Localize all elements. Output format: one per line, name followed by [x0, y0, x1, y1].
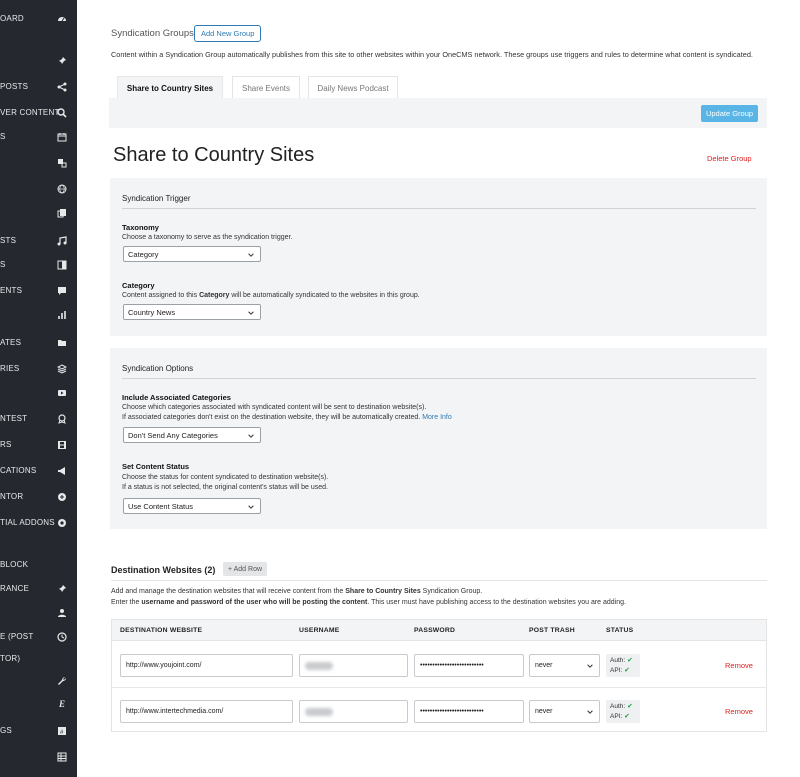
- panel-title: Syndication Options: [122, 364, 194, 373]
- associated-categories-value: Don't Send Any Categories: [128, 430, 218, 440]
- tab-share-to-country-sites[interactable]: [117, 76, 223, 99]
- group-title: Share to Country Sites: [113, 144, 315, 166]
- column-header: PASSWORD: [414, 627, 456, 634]
- pin2-icon: [56, 583, 68, 595]
- chevron-down-icon: [247, 503, 255, 511]
- megaphone-icon: [56, 465, 68, 477]
- category-select[interactable]: [123, 304, 261, 320]
- sidebar-item-label: ENTS: [0, 286, 23, 295]
- taxonomy-select[interactable]: [123, 246, 261, 262]
- destinations-description-2: Enter the username and password of the user who will be posting the content. This user must have publishing access to the destination websites you are adding.: [111, 599, 626, 606]
- taxonomy-label: Taxonomy: [122, 223, 159, 232]
- check-icon: ✔: [624, 666, 630, 674]
- sidebar-item-label: STS: [0, 236, 17, 245]
- tab-label: Share Events: [241, 83, 291, 93]
- svg-text:E: E: [59, 699, 66, 708]
- sidebar-item-label: RS: [0, 440, 12, 449]
- sidebar-item-label: NTOR: [0, 492, 24, 501]
- sidebar-item[interactable]: [0, 604, 77, 624]
- main-content: [77, 0, 800, 777]
- sidebar-item-label: GS: [0, 726, 12, 735]
- column-header: POST TRASH: [529, 627, 575, 634]
- divider: [122, 208, 756, 209]
- sidebar-item[interactable]: [0, 722, 77, 742]
- sidebar-item[interactable]: [0, 672, 77, 692]
- tab-daily-news-podcast[interactable]: [308, 76, 398, 99]
- column-header: USERNAME: [299, 627, 340, 634]
- sidebar-item-label: RANCE: [0, 584, 30, 593]
- chevron-down-icon: [247, 251, 255, 259]
- media-icon: [56, 259, 68, 271]
- content-status-label: Set Content Status: [122, 462, 190, 471]
- sidebar-item[interactable]: [0, 694, 77, 714]
- sidebar-item[interactable]: [0, 514, 77, 534]
- folder-icon: [56, 337, 68, 349]
- chevron-down-icon: [586, 708, 594, 716]
- page-title: Syndication Groups: [111, 28, 194, 39]
- sidebar-item[interactable]: [0, 462, 77, 482]
- globe-icon: [56, 183, 68, 195]
- add-new-group-button[interactable]: Add New Group: [194, 25, 261, 42]
- column-header: DESTINATION WEBSITE: [120, 627, 203, 634]
- sidebar-item[interactable]: [0, 488, 77, 508]
- chart-icon: [56, 309, 68, 321]
- sidebar-item[interactable]: [0, 204, 77, 224]
- status-indicator: Auth: ✔ API: ✔: [606, 654, 640, 677]
- category-help: Content assigned to this Category will be automatically syndicated to the websites in this group.: [122, 292, 420, 299]
- destinations-table: [111, 619, 767, 732]
- sidebar-item-label: TOR): [0, 654, 21, 663]
- sidebar-item[interactable]: [0, 282, 77, 302]
- sidebar-item[interactable]: [0, 334, 77, 354]
- blurred-username: [305, 662, 333, 670]
- sidebar-item[interactable]: [0, 580, 77, 600]
- sidebar-item[interactable]: [0, 650, 77, 670]
- content-status-help: Choose the status for content syndicated to destination website(s).: [122, 474, 329, 481]
- category-value: Country News: [128, 307, 176, 317]
- post-trash-value: never: [535, 708, 553, 715]
- award-icon: [56, 413, 68, 425]
- column-header: STATUS: [606, 627, 634, 634]
- tab-label: Daily News Podcast: [317, 83, 389, 93]
- chevron-down-icon: [247, 432, 255, 440]
- gear-icon: [56, 517, 68, 529]
- dashboard-icon: [56, 13, 68, 25]
- sidebar-item-label: S: [0, 132, 6, 141]
- wrench-icon: [56, 675, 68, 687]
- sidebar-item[interactable]: [0, 232, 77, 252]
- post-trash-select[interactable]: [529, 654, 600, 677]
- table-row: [112, 642, 766, 686]
- e-icon: [56, 697, 68, 709]
- content-status-select[interactable]: [123, 498, 261, 514]
- clock-icon: [56, 631, 68, 643]
- remove-link[interactable]: Remove: [725, 707, 753, 716]
- table-header: [112, 620, 766, 641]
- translate-icon: [56, 157, 68, 169]
- tab-label: Share to Country Sites: [126, 83, 214, 93]
- search-icon: [56, 107, 68, 119]
- sidebar-item-label: E (POST: [0, 632, 34, 641]
- sidebar-item[interactable]: [0, 256, 77, 276]
- website-input[interactable]: http://www.intertechmedia.com/: [120, 700, 293, 723]
- sidebar-item[interactable]: [0, 306, 77, 326]
- comment-icon: [56, 285, 68, 297]
- play-icon: [56, 387, 68, 399]
- sidebar-item[interactable]: [0, 384, 77, 404]
- add-row-button[interactable]: + Add Row: [223, 562, 267, 576]
- sidebar-item-label: OARD: [0, 14, 24, 23]
- grid-icon: [56, 751, 68, 763]
- copy-icon: [56, 207, 68, 219]
- user-icon: [56, 607, 68, 619]
- sidebar-item[interactable]: [0, 556, 77, 576]
- category-label: Category: [122, 281, 155, 290]
- delete-group-link[interactable]: Delete Group: [707, 154, 752, 163]
- post-trash-select[interactable]: [529, 700, 600, 723]
- share-icon: [56, 81, 68, 93]
- content-status-help-2: If a status is not selected, the original content's status will be used.: [122, 484, 329, 491]
- moon-icon: [56, 559, 68, 571]
- sidebar-item[interactable]: [0, 128, 77, 148]
- syndication-options-panel: [110, 348, 767, 529]
- hash-icon: [56, 725, 68, 737]
- destination-websites-title: Destination Websites (2): [111, 565, 216, 575]
- sidebar-item-label: NTEST: [0, 414, 28, 423]
- destinations-description-1: Add and manage the destination websites that will receive content from the Share to Country Sites Syndication Group.: [111, 588, 483, 595]
- tab-share-events[interactable]: [232, 76, 300, 99]
- sidebar-item-label: CATIONS: [0, 466, 37, 475]
- sidebar-item[interactable]: [0, 78, 77, 98]
- music-icon: [56, 235, 68, 247]
- check-icon: ✔: [627, 657, 633, 664]
- username-input[interactable]: [299, 654, 408, 677]
- sidebar-item[interactable]: [0, 104, 77, 124]
- post-trash-value: never: [535, 662, 553, 669]
- check-icon: ✔: [627, 703, 633, 710]
- sidebar-item[interactable]: [0, 154, 77, 174]
- sidebar-item-label: BLOCK: [0, 560, 29, 569]
- password-input[interactable]: ••••••••••••••••••••••••••: [414, 700, 524, 723]
- group-toolbar: [109, 98, 767, 128]
- circle-icon: [56, 491, 68, 503]
- sidebar-item-label: S: [0, 260, 6, 269]
- update-group-button[interactable]: Update Group: [701, 105, 758, 122]
- sidebar: [0, 0, 77, 777]
- divider: [111, 580, 767, 581]
- sidebar-item[interactable]: [0, 748, 77, 768]
- sidebar-item[interactable]: [0, 10, 77, 30]
- status-indicator: Auth: ✔ API: ✔: [606, 700, 640, 723]
- more-info-link[interactable]: More Info: [422, 414, 452, 421]
- sidebar-item[interactable]: [0, 436, 77, 456]
- associated-categories-label: Include Associated Categories: [122, 393, 231, 402]
- divider: [122, 378, 756, 379]
- calendar-icon: [56, 131, 68, 143]
- pin-icon: [56, 55, 68, 67]
- panel-title: Syndication Trigger: [122, 194, 191, 203]
- sidebar-item[interactable]: [0, 628, 77, 648]
- password-input[interactable]: ••••••••••••••••••••••••••: [414, 654, 524, 677]
- chevron-down-icon: [586, 662, 594, 670]
- sidebar-item[interactable]: [0, 360, 77, 380]
- taxonomy-value: Category: [128, 249, 159, 259]
- syndication-trigger-panel: [110, 178, 767, 336]
- associated-categories-help: Choose which categories associated with syndicated content will be sent to destination website(s).: [122, 404, 427, 411]
- check-icon: ✔: [624, 712, 630, 720]
- remove-link[interactable]: Remove: [725, 661, 753, 670]
- layers-icon: [56, 363, 68, 375]
- username-input[interactable]: [299, 700, 408, 723]
- taxonomy-help: Choose a taxonomy to serve as the syndication trigger.: [122, 234, 293, 241]
- sidebar-item-label: TIAL ADDONS: [0, 518, 55, 527]
- associated-categories-select[interactable]: [123, 427, 261, 443]
- website-input[interactable]: http://www.youjoint.com/: [120, 654, 293, 677]
- associated-categories-help-2: If associated categories don't exist on the destination website, they will be automatically created. More Info: [122, 414, 452, 421]
- sidebar-item[interactable]: [0, 180, 77, 200]
- page-description: Content within a Syndication Group automatically publishes from this site to other websites within your OneCMS network. These groups use triggers and rules to determine what content is syndicated.: [111, 50, 753, 59]
- sidebar-item-label: ATES: [0, 338, 22, 347]
- sidebar-item-label: RIES: [0, 364, 20, 373]
- sidebar-item[interactable]: [0, 52, 77, 72]
- chevron-down-icon: [247, 309, 255, 317]
- table-row: [112, 687, 766, 731]
- film-icon: [56, 439, 68, 451]
- content-status-value: Use Content Status: [128, 501, 194, 511]
- svg-text:#: #: [60, 730, 64, 736]
- blurred-username: [305, 708, 333, 716]
- sidebar-item-label: POSTS: [0, 82, 29, 91]
- sidebar-item[interactable]: [0, 410, 77, 430]
- sidebar-item-label: VER CONTENT: [0, 108, 60, 117]
